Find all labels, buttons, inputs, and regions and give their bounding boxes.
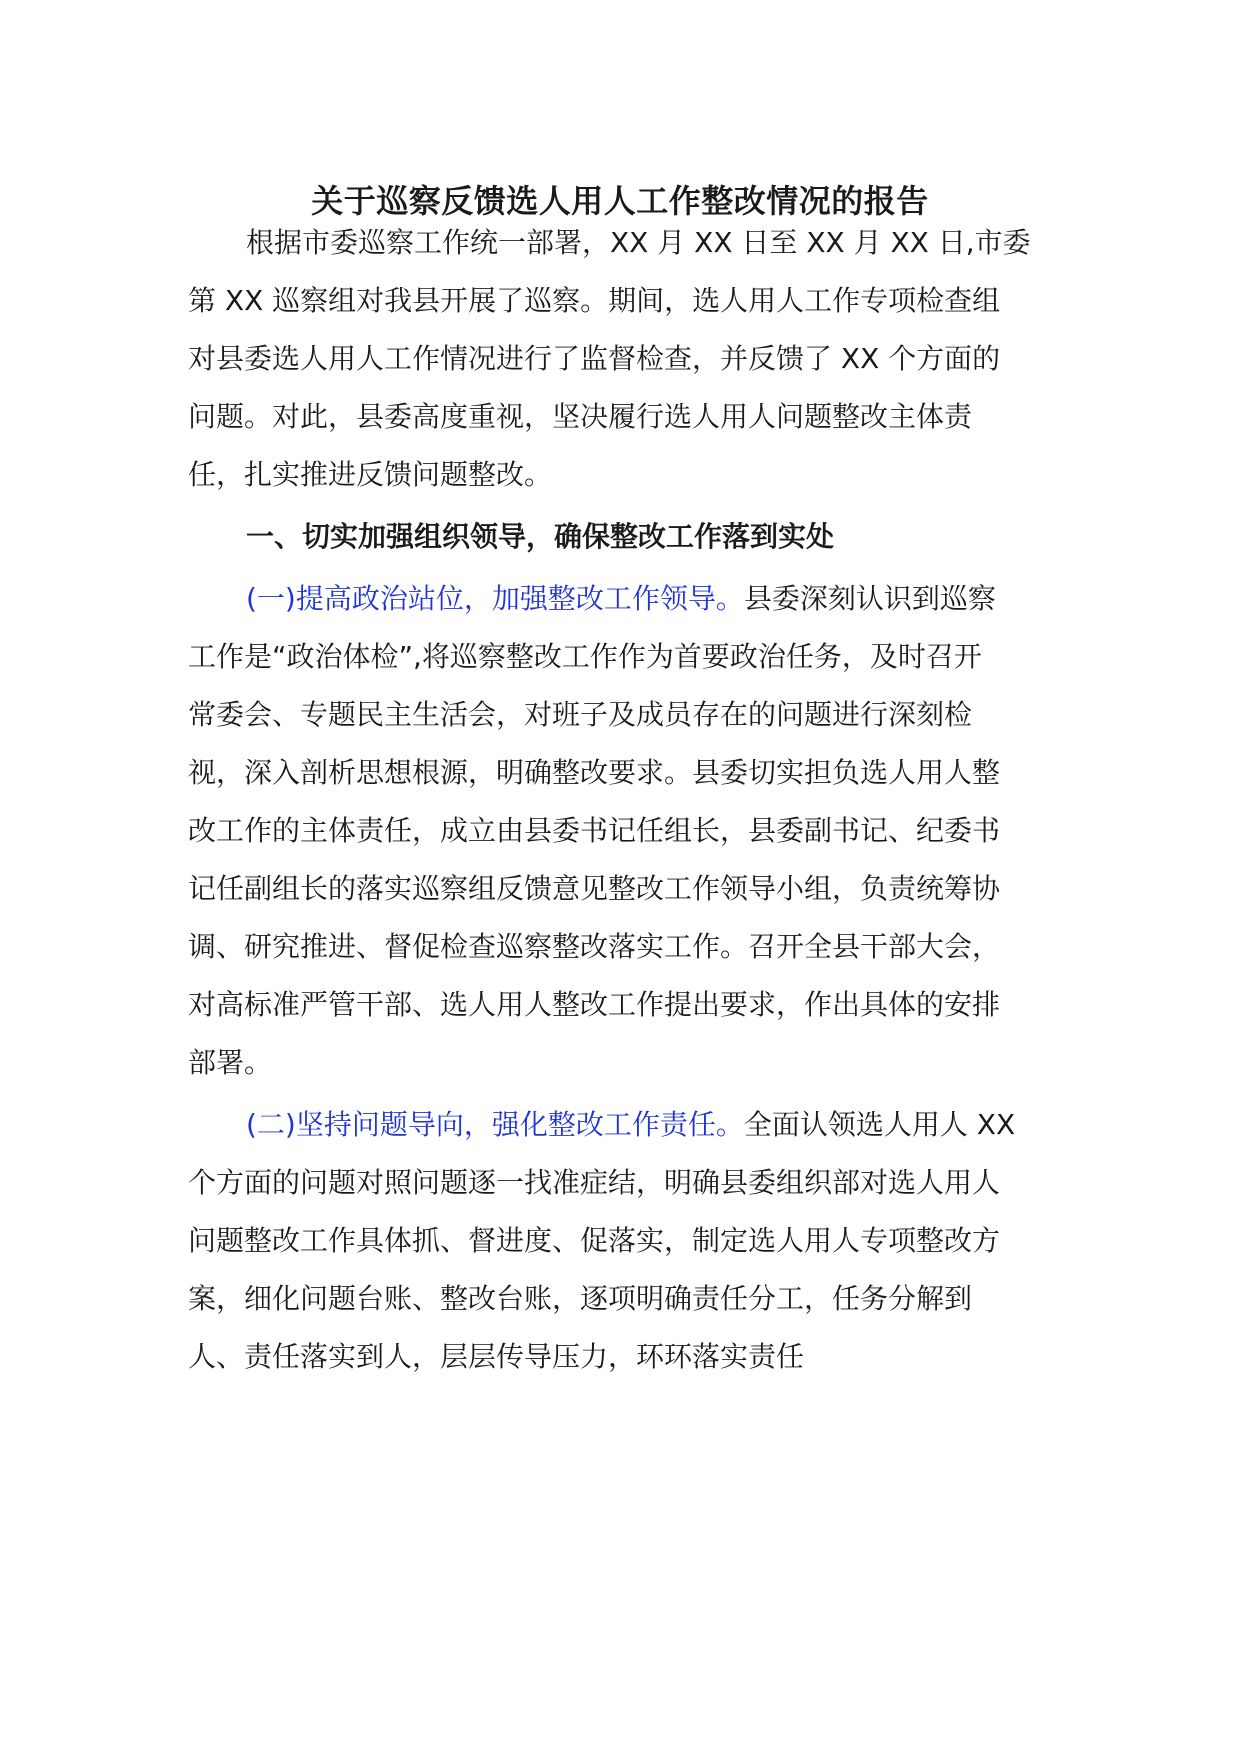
item-1-label: (一)提高政治站位，加强整改工作领导。 (246, 582, 744, 615)
item-2-label: (二)坚持问题导向，强化整改工作责任。 (246, 1108, 744, 1141)
item-2-line-5: 人、责任落实到人，层层传导压力，环环落实责任 (188, 1340, 805, 1373)
item-1-line-5: 改工作的主体责任，成立由县委书记任组长，县委副书记、纪委书 (188, 814, 1001, 847)
intro-line-2: 第 XX 巡察组对我县开展了巡察。期间，选人用人工作专项检查组 (188, 284, 1001, 317)
item-2-line-3: 问题整改工作具体抓、督进度、促落实，制定选人用人专项整改方 (188, 1224, 1001, 1257)
item-1-line-4: 视，深入剖析思想根源，明确整改要求。县委切实担负选人用人整 (188, 756, 1001, 789)
document-title: 关于巡察反馈选人用人工作整改情况的报告 (311, 182, 929, 220)
item-1-line-7: 调、研究推进、督促检查巡察整改落实工作。召开全县干部大会， (188, 930, 1001, 963)
intro-line-5: 任，扎实推进反馈问题整改。 (188, 458, 553, 491)
item-1-line-9: 部署。 (188, 1046, 273, 1079)
item-1-line-3: 常委会、专题民主生活会，对班子及成员存在的问题进行深刻检 (188, 698, 973, 731)
item-2-first-line (246, 1100, 1015, 1150)
item-2-first-line-rest: 全面认领选人用人 XX (743, 1108, 1016, 1141)
intro-line-3: 对县委选人用人工作情况进行了监督检查，并反馈了 XX 个方面的 (188, 342, 1001, 375)
item-2-line-4: 案，细化问题台账、整改台账，逐项明确责任分工，任务分解到 (188, 1282, 973, 1315)
section-1-heading: 一、切实加强组织领导，确保整改工作落到实处 (246, 520, 835, 553)
item-1-line-2: 工作是“政治体检”,将巡察整改工作作为首要政治任务，及时召开 (188, 640, 982, 673)
item-1-first-line-rest: 县委深刻认识到巡察 (743, 582, 996, 615)
item-1-line-8: 对高标准严管干部、选人用人整改工作提出要求，作出具体的安排 (188, 988, 1001, 1021)
item-1-first-line (246, 574, 996, 624)
intro-line-4: 问题。对此，县委高度重视，坚决履行选人用人问题整改主体责 (188, 400, 973, 433)
item-1-line-6: 记任副组长的落实巡察组反馈意见整改工作领导小组，负责统筹协 (188, 872, 1001, 905)
intro-line-1: 根据市委巡察工作统一部署，XX 月 XX 日至 XX 月 XX 日,市委 (246, 226, 1031, 259)
item-2-line-2: 个方面的问题对照问题逐一找准症结，明确县委组织部对选人用人 (188, 1166, 1001, 1199)
